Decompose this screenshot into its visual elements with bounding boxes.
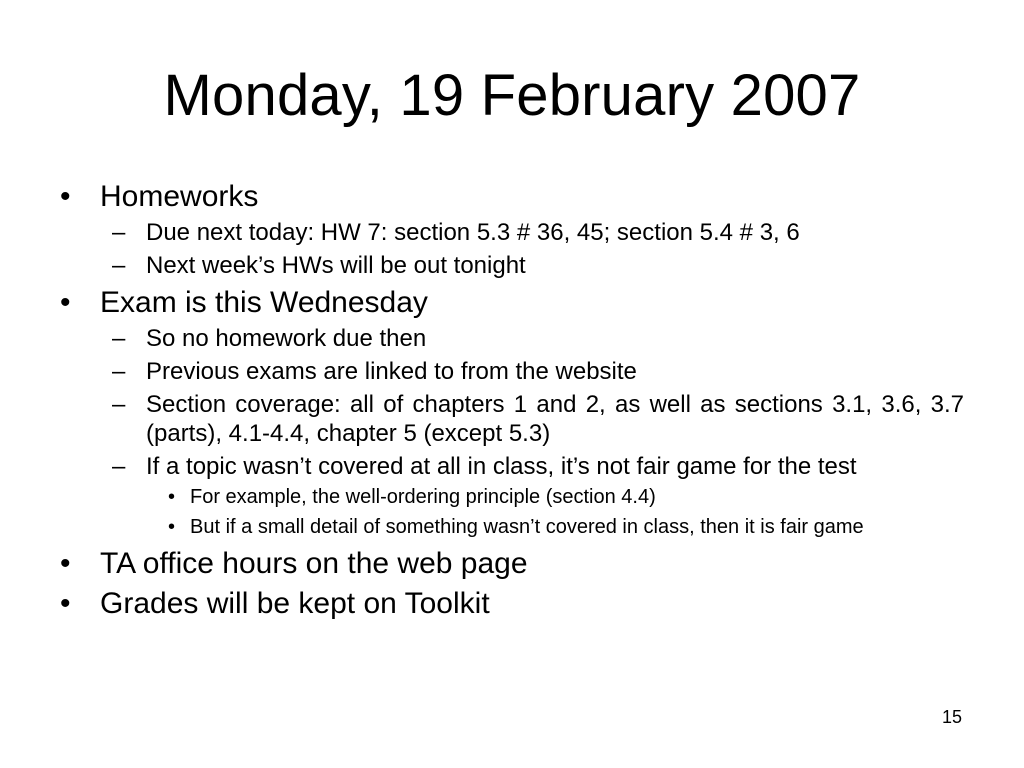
dash-icon: – (112, 252, 126, 279)
page-number: 15 (941, 707, 962, 727)
sub-bullet-text: So no homework due then (146, 325, 427, 352)
bullet-text: Homeworks (100, 180, 259, 213)
bullet-item (60, 545, 964, 583)
bullet-text: Grades will be kept on Toolkit (100, 587, 490, 620)
sub-bullet-text: Section coverage: all of chapters 1 and 2, as well as sections 3.1, 3.6, 3.7 (parts), 4.1-4.4, chapter 5 (except 5.3) (146, 391, 964, 447)
bullet-text: TA office hours on the web page (100, 547, 528, 580)
sub-bullet-item (106, 218, 964, 247)
dash-icon: – (112, 453, 126, 480)
bullet-group-homeworks (60, 178, 964, 280)
bullet-group-exam (60, 284, 964, 539)
bullet-icon: • (60, 547, 71, 580)
sub-bullet-item (106, 324, 964, 353)
dash-icon: – (112, 391, 126, 418)
bullet-icon: • (60, 587, 71, 620)
sub-bullet-text: Previous exams are linked to from the website (146, 358, 637, 385)
sub-bullet-text: Due next today: HW 7: section 5.3 # 36, 45; section 5.4 # 3, 6 (146, 219, 800, 246)
dash-icon: – (112, 325, 126, 352)
sub-bullet-item (106, 390, 964, 448)
sub-sub-bullet-text: For example, the well-ordering principle (section 4.4) (190, 486, 656, 508)
bullet-icon: • (60, 286, 71, 319)
sub-sub-bullet-item (150, 485, 964, 509)
bullet-item (60, 585, 964, 623)
sub-bullet-item (106, 357, 964, 386)
bullet-item (60, 284, 964, 322)
sub-bullet-item (106, 251, 964, 280)
dash-icon: – (112, 219, 126, 246)
bullet-icon: • (168, 486, 176, 508)
sub-bullet-text: If a topic wasn’t covered at all in class, it’s not fair game for the test (146, 453, 857, 480)
bullet-item (60, 178, 964, 216)
bullet-icon: • (168, 516, 176, 538)
sub-bullet-text: Next week’s HWs will be out tonight (146, 252, 526, 279)
bullet-icon: • (60, 180, 71, 213)
sub-bullet-item (106, 452, 964, 481)
sub-sub-bullet-text: But if a small detail of something wasn’t covered in class, then it is fair game (190, 516, 864, 538)
slide-title: Monday, 19 February 2007 (163, 63, 861, 128)
sub-sub-bullet-item (150, 515, 964, 539)
bullet-text: Exam is this Wednesday (100, 286, 428, 319)
slide-body (60, 178, 964, 625)
dash-icon: – (112, 358, 126, 385)
